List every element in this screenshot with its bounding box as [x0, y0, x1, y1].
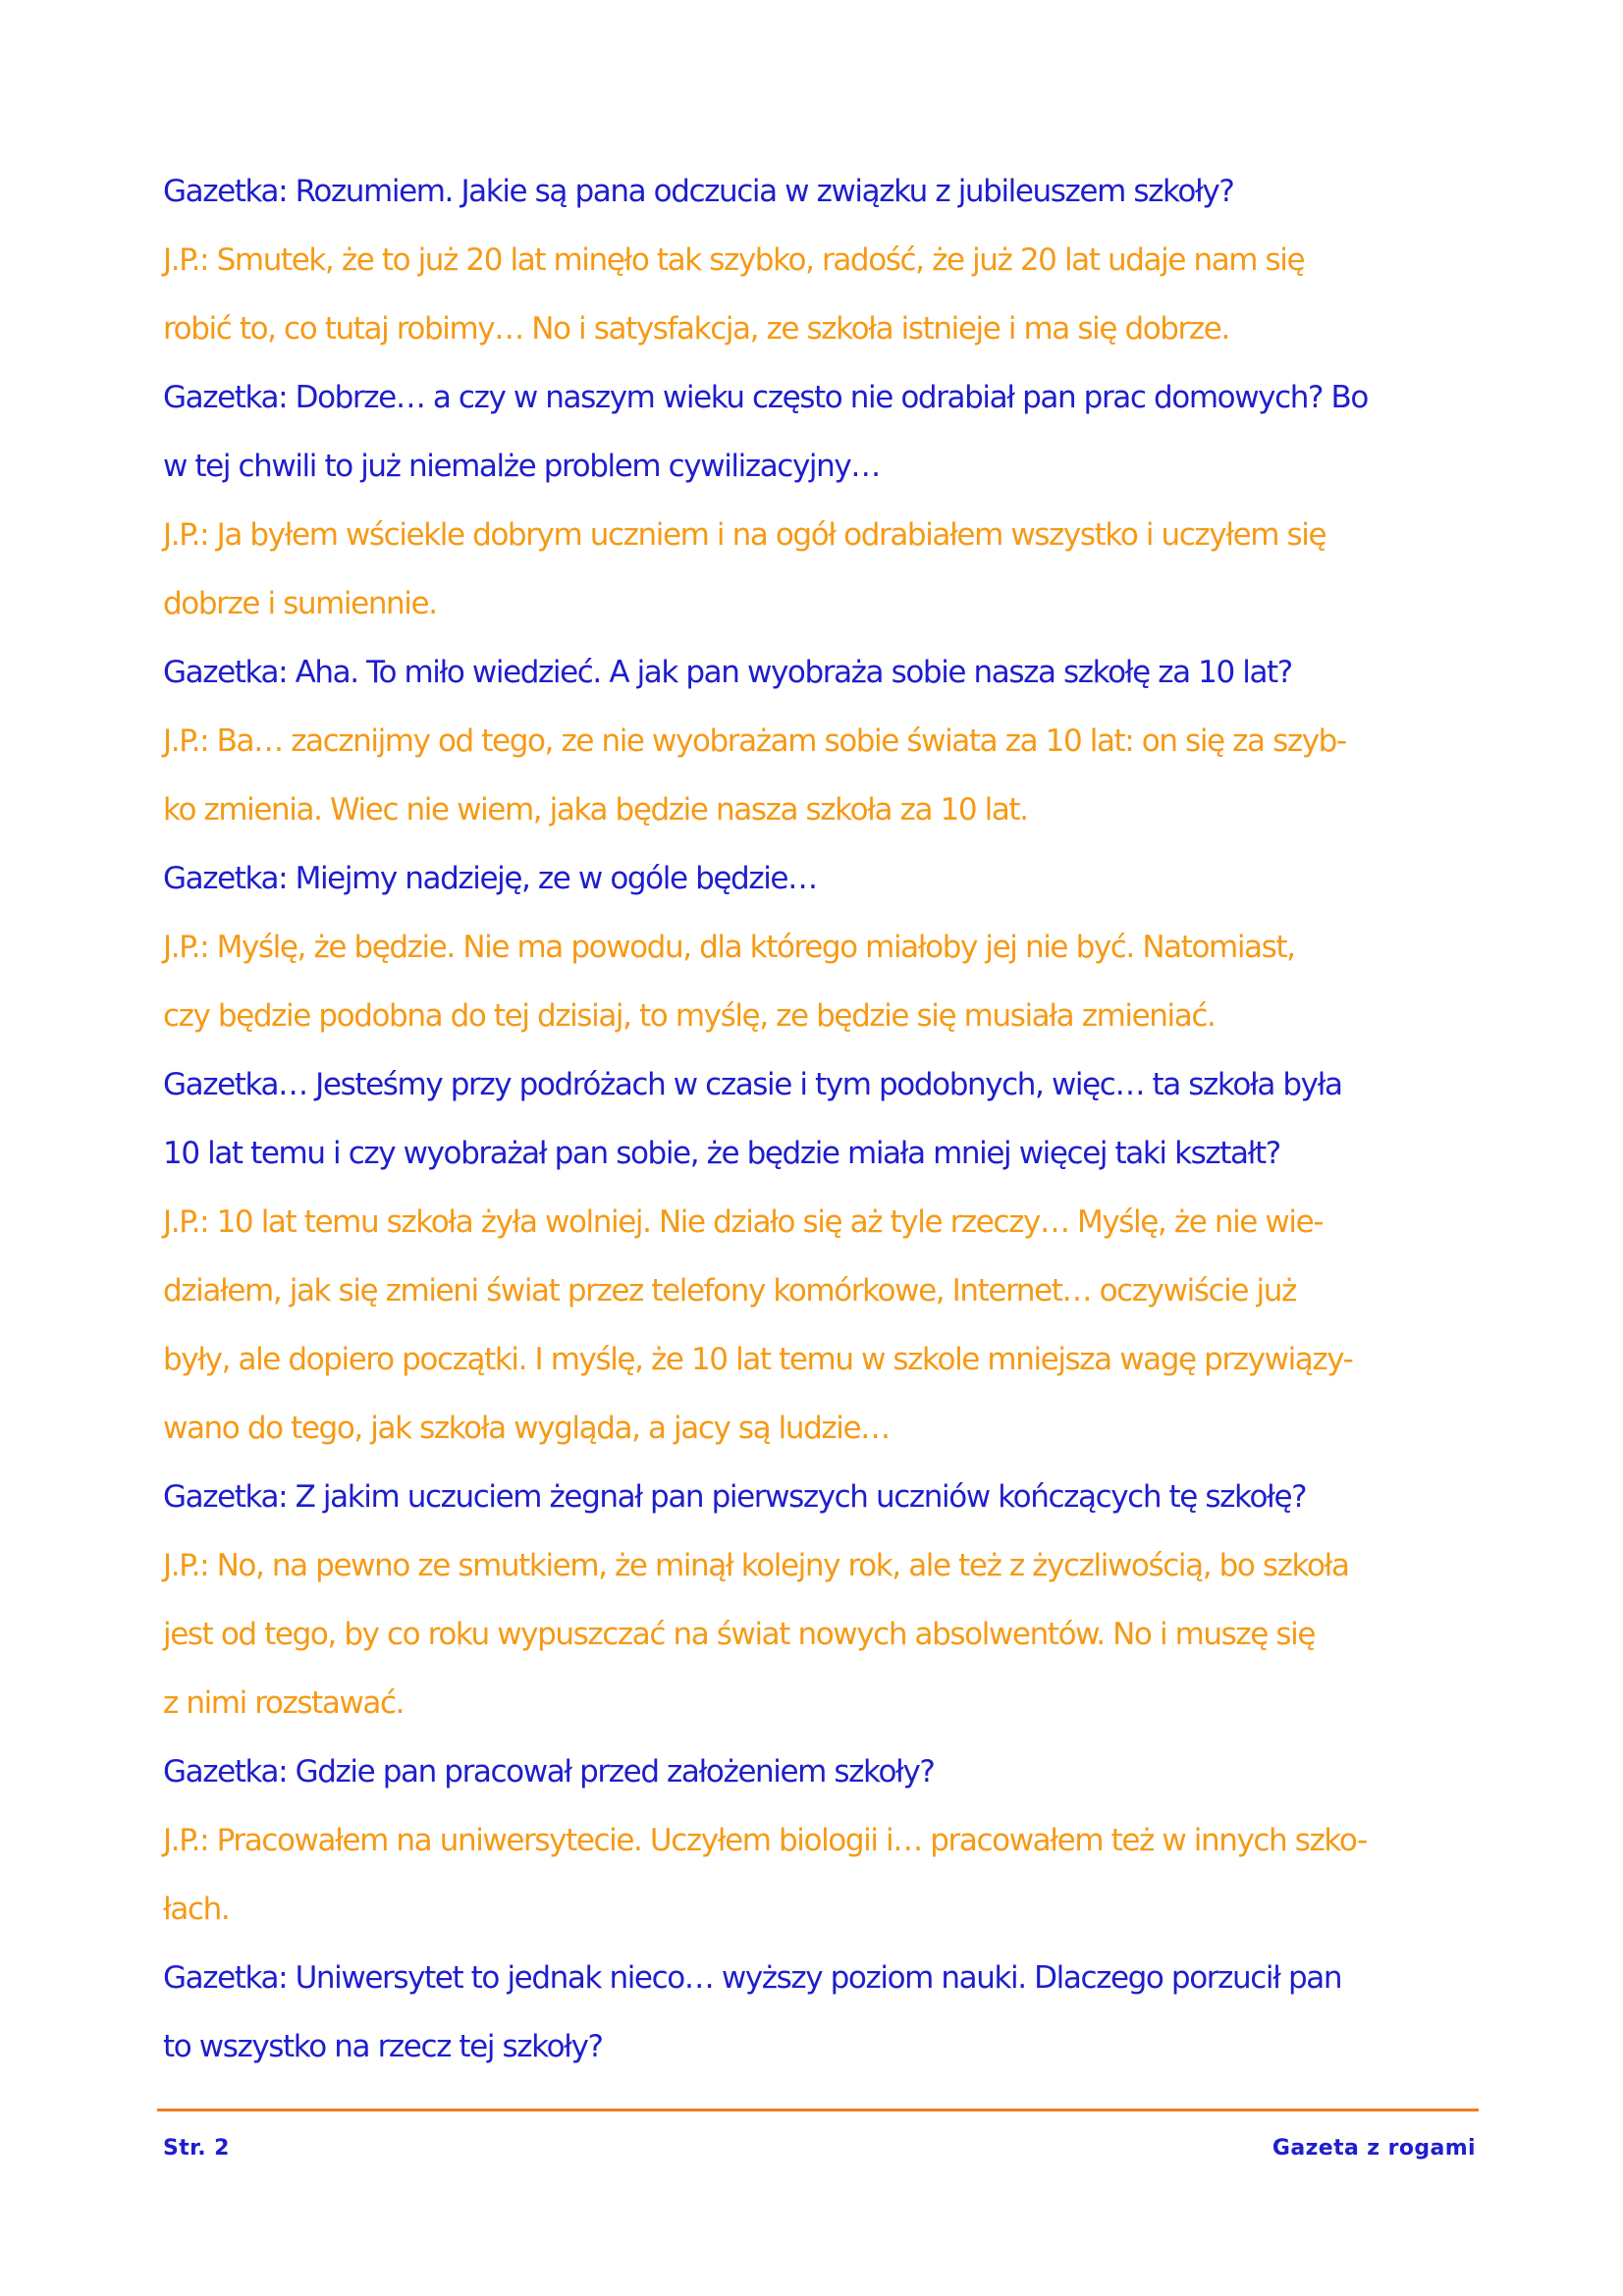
interview-line: Gazetka: Gdzie pan pracował przed założeniem szkoły?: [163, 1754, 935, 1789]
interview-line: Gazetka… Jesteśmy przy podróżach w czasie i tym podobnych, więc… ta szkoła była: [163, 1067, 1342, 1102]
interview-line: J.P.: Ja byłem wściekle dobrym uczniem i na ogół odrabiałem wszystko i uczyłem się: [163, 517, 1326, 553]
interview-line: J.P.: Pracowałem na uniwersytecie. Uczyłem biologii i… pracowałem też w innych szko-: [163, 1823, 1367, 1858]
interview-line: czy będzie podobna do tej dzisiaj, to myślę, ze będzie się musiała zmieniać.: [163, 998, 1216, 1034]
interview-line: Gazetka: Z jakim uczuciem żegnał pan pierwszych uczniów kończących tę szkołę?: [163, 1479, 1307, 1515]
interview-line: łach.: [163, 1892, 230, 1927]
footer-divider: [157, 2109, 1479, 2111]
interview-line: działem, jak się zmieni świat przez telefony komórkowe, Internet… oczywiście już: [163, 1273, 1296, 1308]
interview-line: robić to, co tutaj robimy… No i satysfakcja, ze szkoła istnieje i ma się dobrze.: [163, 311, 1229, 347]
interview-body: [163, 157, 1484, 2081]
interview-line: Gazetka: Rozumiem. Jakie są pana odczucia w związku z jubileuszem szkoły?: [163, 174, 1234, 209]
interview-line: jest od tego, by co roku wypuszczać na świat nowych absolwentów. No i muszę się: [163, 1617, 1316, 1652]
interview-line: dobrze i sumiennie.: [163, 586, 437, 621]
interview-line: J.P.: 10 lat temu szkoła żyła wolniej. Nie działo się aż tyle rzeczy… Myślę, że nie wie-: [163, 1204, 1324, 1240]
interview-line: J.P.: Ba… zacznijmy od tego, ze nie wyobrażam sobie świata za 10 lat: on się za szyb-: [163, 723, 1346, 759]
interview-line: Gazetka: Dobrze… a czy w naszym wieku często nie odrabiał pan prac domowych? Bo: [163, 380, 1368, 415]
interview-line: 10 lat temu i czy wyobrażał pan sobie, że będzie miała mniej więcej taki kształt?: [163, 1136, 1280, 1171]
interview-line: Gazetka: Miejmy nadzieję, ze w ogóle będzie…: [163, 861, 817, 896]
interview-line: Gazetka: Aha. To miło wiedzieć. A jak pan wyobraża sobie nasza szkołę za 10 lat?: [163, 655, 1292, 690]
page-number: Str. 2: [163, 2136, 230, 2161]
publication-name: Gazeta z rogami: [1271, 2136, 1476, 2161]
interview-line: z nimi rozstawać.: [163, 1685, 405, 1721]
interview-line: J.P.: No, na pewno ze smutkiem, że minął kolejny rok, ale też z życzliwością, bo szkoła: [163, 1548, 1349, 1583]
interview-line: Gazetka: Uniwersytet to jednak nieco… wyższy poziom nauki. Dlaczego porzucił pan: [163, 1960, 1342, 1996]
interview-line: były, ale dopiero początki. I myślę, że 10 lat temu w szkole mniejsza wagę przywiązy-: [163, 1342, 1353, 1377]
interview-line: w tej chwili to już niemalże problem cywilizacyjny…: [163, 449, 880, 484]
interview-line: J.P.: Myślę, że będzie. Nie ma powodu, dla którego miałoby jej nie być. Natomiast,: [163, 930, 1295, 965]
interview-line: J.P.: Smutek, że to już 20 lat minęło tak szybko, radość, że już 20 lat udaje nam się: [163, 242, 1305, 278]
interview-line: to wszystko na rzecz tej szkoły?: [163, 2029, 603, 2064]
interview-line: wano do tego, jak szkoła wygląda, a jacy są ludzie…: [163, 1411, 890, 1446]
interview-line: ko zmienia. Wiec nie wiem, jaka będzie nasza szkoła za 10 lat.: [163, 792, 1028, 828]
